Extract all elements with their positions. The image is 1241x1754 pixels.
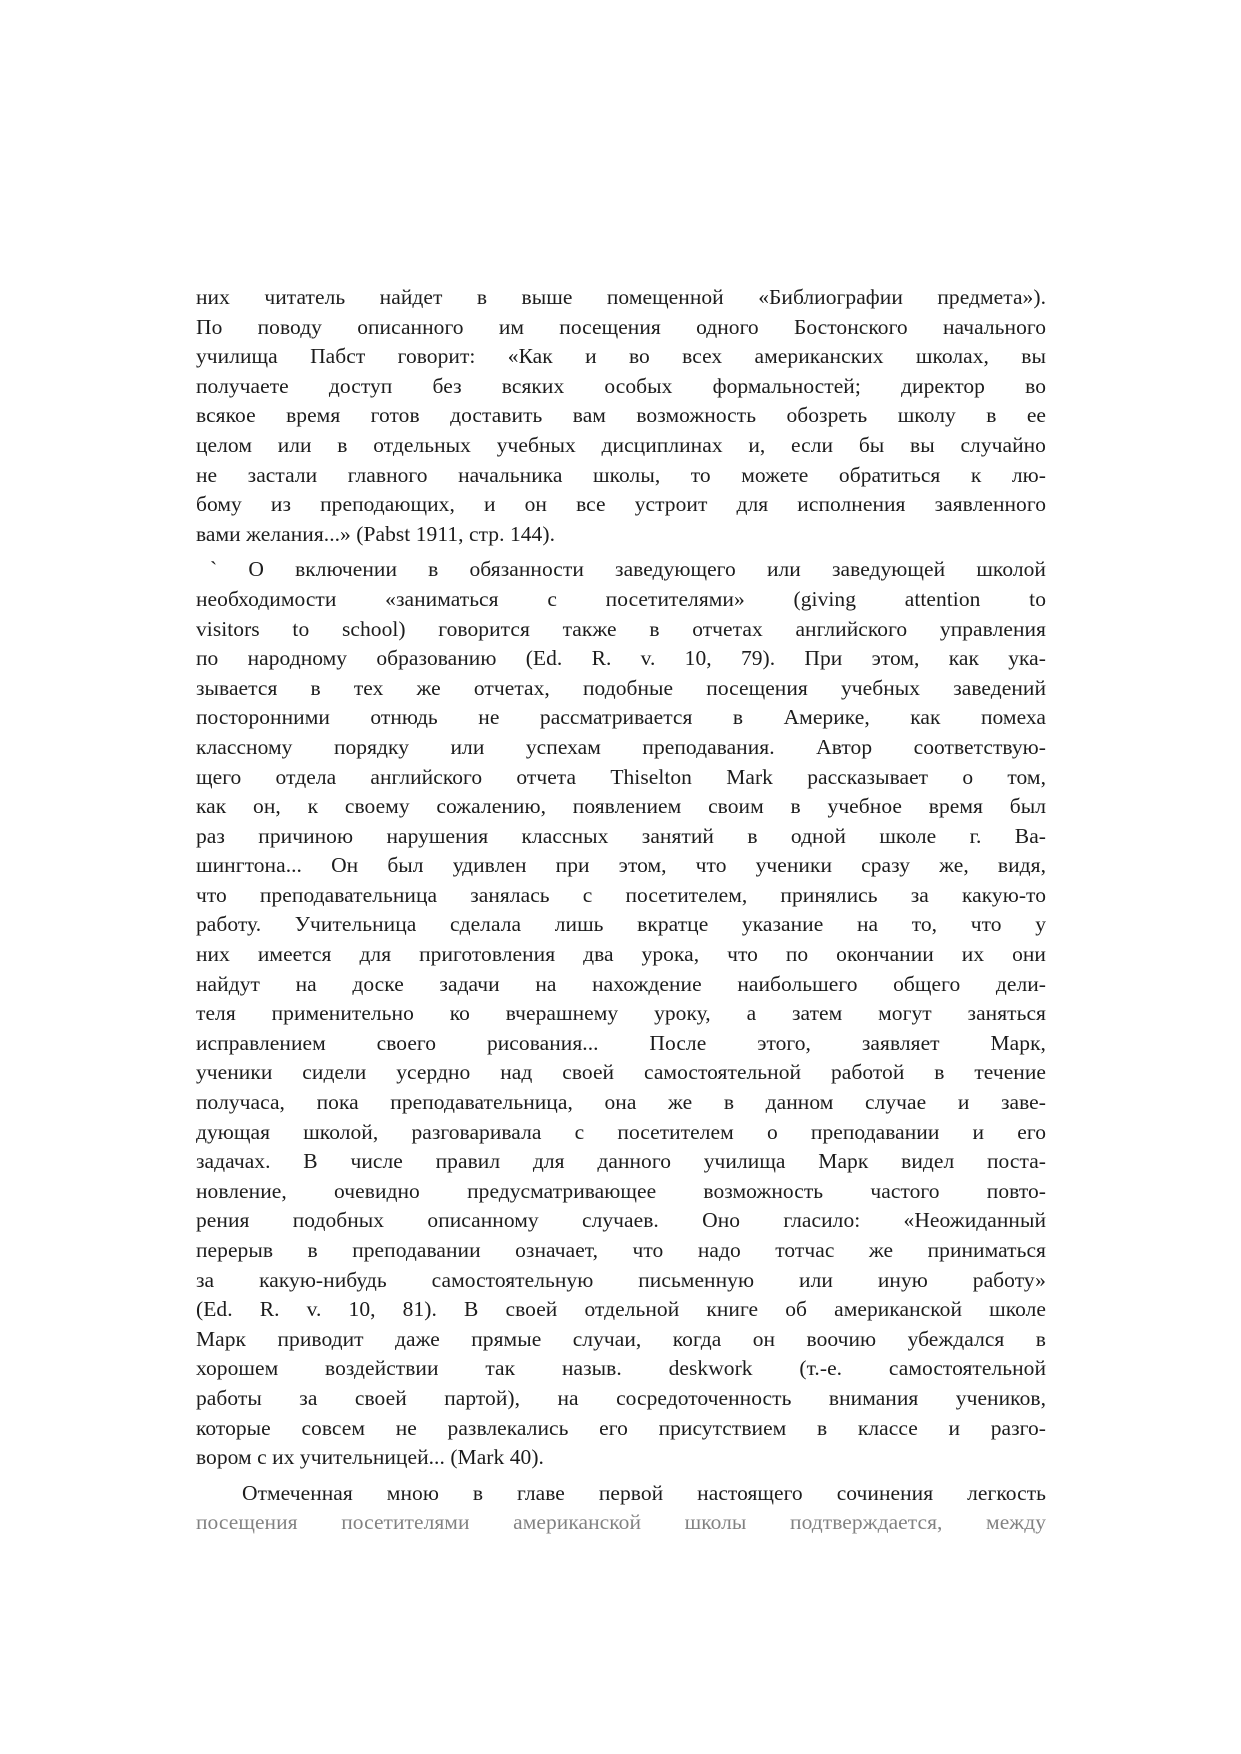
text-line: работы за своей партой), на сосредоточенность внимания учеников, <box>196 1385 1046 1410</box>
text-line: Отмеченная мною в главе первой настоящего сочинения легкость <box>242 1480 1046 1505</box>
text-line: всякое время готов доставить вам возможность обозреть школу в ее <box>196 403 1046 428</box>
text-line: перерыв в преподавании означает, что надо тотчас же приниматься <box>196 1238 1046 1262</box>
text-line: необходимости «заниматься с посетителями» (giving attention to <box>196 586 1046 611</box>
text-line: хорошем воздействии так назыв. deskwork (т.-е. самостоятельной <box>196 1356 1046 1381</box>
text-line: найдут на доске задачи на нахождение наибольшего общего дели- <box>196 971 1046 996</box>
page-text-block <box>196 283 1046 1538</box>
text-line: получаете доступ без всяких особых формальностей; директор во <box>196 373 1046 398</box>
text-line: классному порядку или успехам преподавания. Автор соответствую- <box>196 734 1046 759</box>
text-line: visitors to school) говорится также в отчетах английского управления <box>196 616 1046 641</box>
text-line: исправлением своего рисования... После этого, заявляет Марк, <box>196 1030 1046 1055</box>
paragraph-2 <box>196 555 1046 1472</box>
text-line: ученики сидели усердно над своей самостоятельной работой в течение <box>196 1060 1046 1085</box>
text-line: ` О включении в обязанности заведующего или заведующей школой <box>210 557 1046 582</box>
text-line: по народному образованию (Ed. R. v. 10, 79). При этом, как ука- <box>196 646 1046 671</box>
text-line: зывается в тех же отчетах, подобные посещения учебных заведений <box>196 675 1046 700</box>
text-line: раз причиною нарушения классных занятий в одной школе г. Ва- <box>196 823 1046 848</box>
text-line: новление, очевидно предусматривающее возможность частого повто- <box>196 1178 1046 1203</box>
text-line: (Ed. R. v. 10, 81). В своей отдельной книге об американской школе <box>196 1297 1046 1322</box>
text-line: как он, к своему сожалению, появлением своим в учебное время был <box>196 794 1046 819</box>
text-line: посторонними отнюдь не рассматривается в Америке, как помеха <box>196 705 1046 730</box>
text-line: задачах. В числе правил для данного училища Марк видел поста- <box>196 1149 1046 1174</box>
text-line: вами желания...» (Pabst 1911, стр. 144). <box>196 521 555 546</box>
text-line: работу. Учительница сделала лишь вкратце указание на то, что у <box>196 912 1046 937</box>
text-line: посещения посетителями американской школы подтверждается, между <box>196 1510 1046 1535</box>
text-line: что преподавательница занялась с посетителем, принялись за какую-то <box>196 882 1046 907</box>
text-line: получаса, пока преподавательница, она же в данном случае и заве- <box>196 1090 1046 1115</box>
text-line: шингтона... Он был удивлен при этом, что ученики сразу же, видя, <box>196 853 1046 878</box>
text-line: щего отдела английского отчета Thiselton Mark рассказывает о том, <box>196 764 1046 789</box>
text-line: По поводу описанного им посещения одного Бостонского начального <box>196 314 1046 339</box>
paragraph-3 <box>196 1479 1046 1538</box>
text-line: дующая школой, разговаривала с посетителем о преподавании и его <box>196 1119 1046 1144</box>
text-line: целом или в отдельных учебных дисциплинах и, если бы вы случайно <box>196 432 1046 457</box>
text-line: не застали главного начальника школы, то можете обратиться к лю- <box>196 462 1046 487</box>
text-line: которые совсем не развлекались его присутствием в классе и разго- <box>196 1415 1046 1440</box>
text-line: вором с их учительницей... (Mark 40). <box>196 1445 544 1470</box>
text-line: них имеется для приготовления два урока, что по окончании их они <box>196 942 1046 967</box>
text-line: Марк приводит даже прямые случаи, когда он воочию убеждался в <box>196 1326 1046 1351</box>
paragraph-1 <box>196 283 1046 549</box>
text-line: за какую-нибудь самостоятельную письменную или иную работу» <box>196 1267 1046 1292</box>
text-line: них читатель найдет в выше помещенной «Библиографии предмета»). <box>196 285 1046 309</box>
text-line: рения подобных описанному случаев. Оно гласило: «Неожиданный <box>196 1208 1046 1233</box>
text-line: училища Пабст говорит: «Как и во всех американских школах, вы <box>196 344 1046 369</box>
text-line: теля применительно ко вчерашнему уроку, а затем могут заняться <box>196 1001 1046 1026</box>
text-line: бому из преподающих, и он все устроит для исполнения заявленного <box>196 492 1046 517</box>
